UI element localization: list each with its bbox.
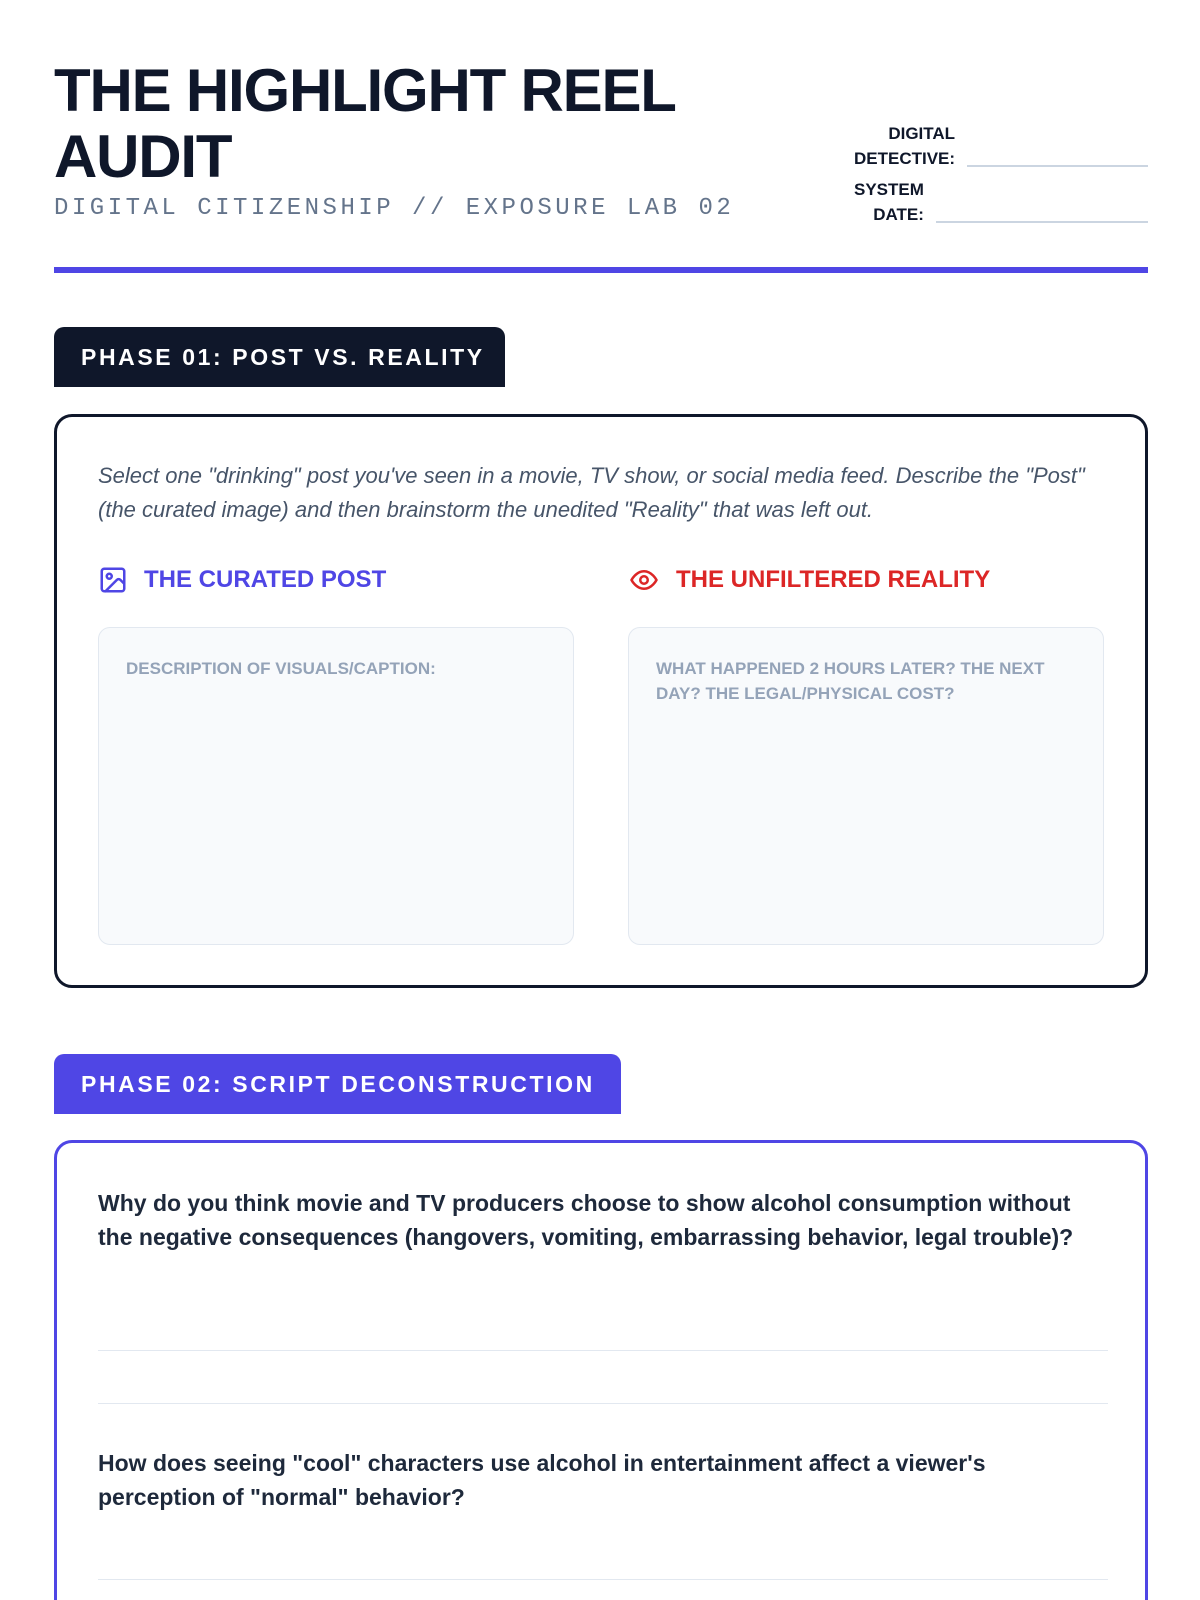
curated-post-answer-box[interactable] [98, 627, 574, 945]
answer-line[interactable] [98, 1403, 1108, 1404]
unfiltered-reality-label: THE UNFILTERED REALITY [676, 566, 991, 593]
unfiltered-reality-answer-box[interactable] [628, 627, 1104, 945]
detective-input-line[interactable] [967, 165, 1148, 167]
phase-1-tab: PHASE 01: POST VS. REALITY [54, 327, 505, 387]
answer-line[interactable] [98, 1579, 1108, 1580]
page-title [54, 58, 754, 190]
header-divider [54, 267, 1148, 273]
curated-post-heading [98, 565, 386, 595]
unfiltered-reality-prompt: WHAT HAPPENED 2 HOURS LATER? THE NEXT DAY? THE LEGAL/PHYSICAL COST? [656, 659, 1045, 703]
eye-icon [628, 565, 660, 595]
answer-line[interactable] [98, 1350, 1108, 1351]
question-1: Why do you think movie and TV producers choose to show alcohol consumption without the negative consequences (hangovers, vomiting, embarrassing behavior, legal trouble)? [98, 1190, 1074, 1250]
student-info [788, 121, 1148, 233]
title-line-1: THE HIGHLIGHT REEL [54, 57, 676, 124]
phase-1-card [54, 414, 1148, 988]
image-icon [98, 565, 128, 595]
phase-1-instructions: Select one "drinking" post you've seen in a movie, TV show, or social media feed. Describe the "Post" (the curated image) and then brainstorm the unedited "Reality" that was left out. [98, 463, 1085, 522]
detective-field [788, 121, 1148, 171]
question-2: How does seeing "cool" characters use alcohol in entertainment affect a viewer's perception of "normal" behavior? [98, 1450, 986, 1510]
date-field [788, 177, 1148, 227]
date-label: SYSTEM DATE: [854, 180, 924, 224]
curated-post-label: THE CURATED POST [144, 566, 387, 593]
curated-post-prompt: DESCRIPTION OF VISUALS/CAPTION: [126, 659, 436, 678]
phase-2-tab: PHASE 02: SCRIPT DECONSTRUCTION [54, 1054, 621, 1114]
title-line-2: AUDIT [54, 123, 232, 190]
phase-2-card [54, 1140, 1148, 1600]
page-subtitle: DIGITAL CITIZENSHIP // EXPOSURE LAB 02 [54, 195, 735, 222]
date-input-line[interactable] [936, 221, 1148, 223]
detective-label: DIGITAL DETECTIVE: [854, 124, 956, 168]
unfiltered-reality-heading [628, 565, 990, 595]
worksheet-header [54, 58, 1148, 280]
